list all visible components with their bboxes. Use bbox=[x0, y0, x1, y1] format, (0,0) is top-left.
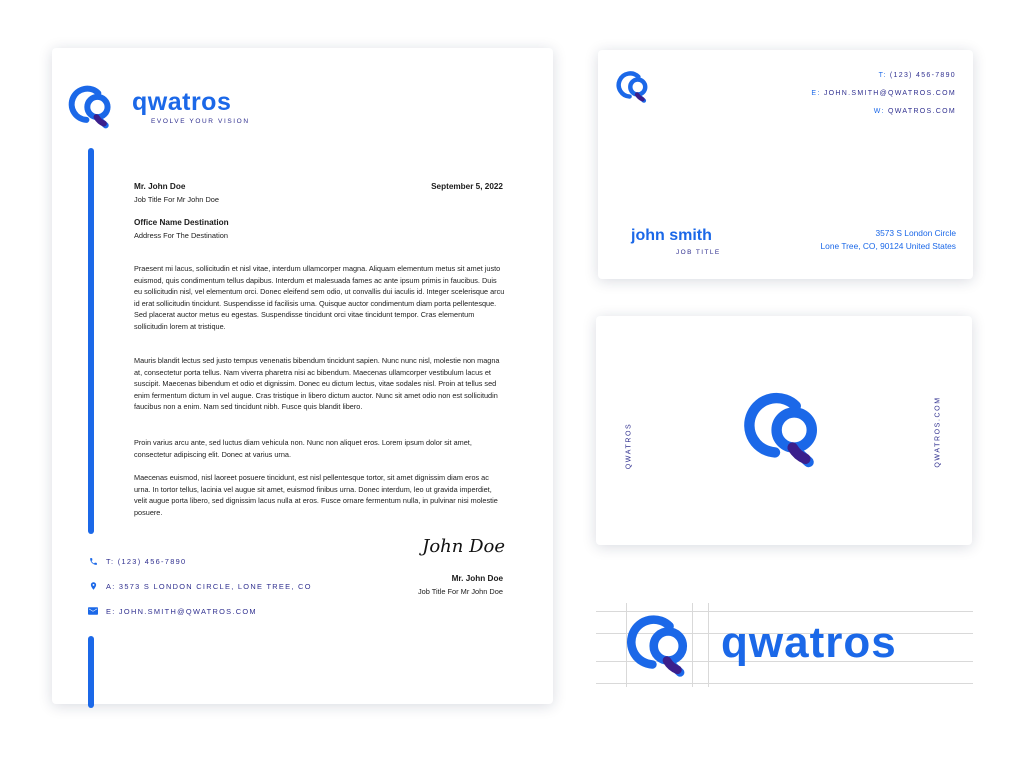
card-email bbox=[811, 90, 956, 97]
business-card-front bbox=[598, 50, 973, 279]
body-paragraph: Maecenas euismod, nisl laoreet posuere tincidunt, est nisl pellentesque tortor, sit amet dignissim diam eros ac urna. In tortor tellus, lacinia vel augue sit amet, euismod finibus urna. Donec interdum, leo ut gravida imperdiet, velit augue porta libero, sed dignissim lacus nulla at eros. Fusce ornare fermentum nulla, in pulvinar nisi molestie posuere. bbox=[134, 473, 498, 517]
card-back-brand-vertical: QWATROS bbox=[625, 422, 633, 470]
contact-address-row bbox=[88, 580, 312, 592]
brand-tagline: EVOLVE YOUR VISION bbox=[151, 118, 250, 125]
letter-date: September 5, 2022 bbox=[431, 182, 503, 191]
qwatros-logo-icon bbox=[68, 84, 114, 130]
grid-line bbox=[596, 611, 973, 612]
card-job-title: JOB TITLE bbox=[676, 249, 721, 256]
body-paragraph: Mauris blandit lectus sed justo tempus venenatis bibendum tincidunt sapien. Nunc nunc nisl, molestie non magna at, consectetur porta tellus. Nam viverra pharetra nisi ac bibendum. Maecenas ullamcorper vestibulum lacus et suscipit. Maecenas bibendum et odio et dignissim. Donec eu dictum lectus, vitae sodales nisl. Proin at tellus sed enim fermentum dictum in vel augue. Cras tristique in libero dictum auctor. Nunc sit amet odio non est sollicitudin faucibus non a enim. Nam sed tincidunt nibh. Fusce quis blandit libero. bbox=[134, 356, 500, 411]
accent-bar-top bbox=[88, 148, 94, 534]
sender-title: Job Title For Mr John Doe bbox=[134, 195, 220, 204]
card-email-label: E: bbox=[811, 90, 821, 97]
body-paragraph: Proin varius arcu ante, sed luctus diam vehicula non. Nunc non aliquet eros. Lorem ipsum dolor sit amet, consectetur adipiscing elit. Donec at varius urna. bbox=[134, 438, 472, 459]
contact-email: E: JOHN.SMITH@QWATROS.COM bbox=[106, 606, 257, 616]
card-person-name: john smith bbox=[631, 227, 712, 244]
office-name: Office Name Destination bbox=[134, 218, 229, 227]
card-phone-label: T: bbox=[878, 72, 887, 79]
location-pin-icon bbox=[88, 581, 98, 591]
handwritten-signature: John Doe bbox=[422, 536, 505, 557]
grid-line bbox=[692, 603, 693, 687]
body-paragraph: Praesent mi lacus, sollicitudin et nisl vitae, interdum ullamcorper magna. Aliquam elementum metus sit amet justo euismod, quis condimentum tellus dapibus. Interdum et malesuada fames ac ante ipsum primis in faucibus. Duis eu sollicitudin nisl, vel elementum orci. Donec eleifend sem odio, ut convallis dui iaculis id. Integer scelerisque arcu id erat sollicitudin tincidunt. Suspendisse id facilisis urna. Quisque auctor condimentum diam porta pellentesque. Sed placerat auctor metus eu egestas. Suspendisse tincidunt orci vitae tincidunt tempor. Cras elementum sollicitudin lorem at tristique. bbox=[134, 264, 505, 331]
office-address: Address For The Destination bbox=[134, 231, 228, 240]
grid-line bbox=[596, 683, 973, 684]
brand-wordmark-large: qwatros bbox=[721, 618, 897, 667]
sender-name: Mr. John Doe bbox=[134, 182, 186, 191]
card-web-label: W: bbox=[873, 108, 885, 115]
accent-bar-bottom bbox=[88, 636, 94, 708]
qwatros-logo-icon bbox=[616, 70, 650, 104]
card-website bbox=[874, 108, 956, 115]
card-address-line1: 3573 S London Circle bbox=[875, 228, 956, 238]
card-email-value: JOHN.SMITH@QWATROS.COM bbox=[823, 90, 956, 97]
email-icon bbox=[88, 606, 98, 616]
contact-phone-row bbox=[88, 555, 186, 567]
signature-title: Job Title For Mr John Doe bbox=[417, 587, 503, 596]
grid-line bbox=[708, 603, 709, 687]
letterhead-page bbox=[52, 48, 553, 704]
card-phone-value: (123) 456-7890 bbox=[889, 72, 956, 79]
qwatros-logo-icon bbox=[626, 613, 692, 679]
card-address-line2: Lone Tree, CO, 90124 United States bbox=[820, 241, 956, 251]
qwatros-logo-icon bbox=[743, 390, 823, 470]
contact-address: A: 3573 S LONDON CIRCLE, LONE TREE, CO bbox=[106, 581, 312, 591]
business-card-back bbox=[596, 316, 972, 545]
logo-lockup bbox=[596, 603, 973, 687]
contact-phone: T: (123) 456-7890 bbox=[106, 556, 187, 566]
phone-icon bbox=[88, 556, 98, 566]
signature-name: Mr. John Doe bbox=[451, 574, 503, 583]
brand-wordmark: qwatros bbox=[132, 88, 232, 116]
card-back-website-vertical: QWATROS.COM bbox=[934, 396, 942, 468]
contact-email-row bbox=[88, 605, 257, 617]
card-phone bbox=[879, 72, 956, 79]
card-web-value: QWATROS.COM bbox=[888, 108, 956, 115]
